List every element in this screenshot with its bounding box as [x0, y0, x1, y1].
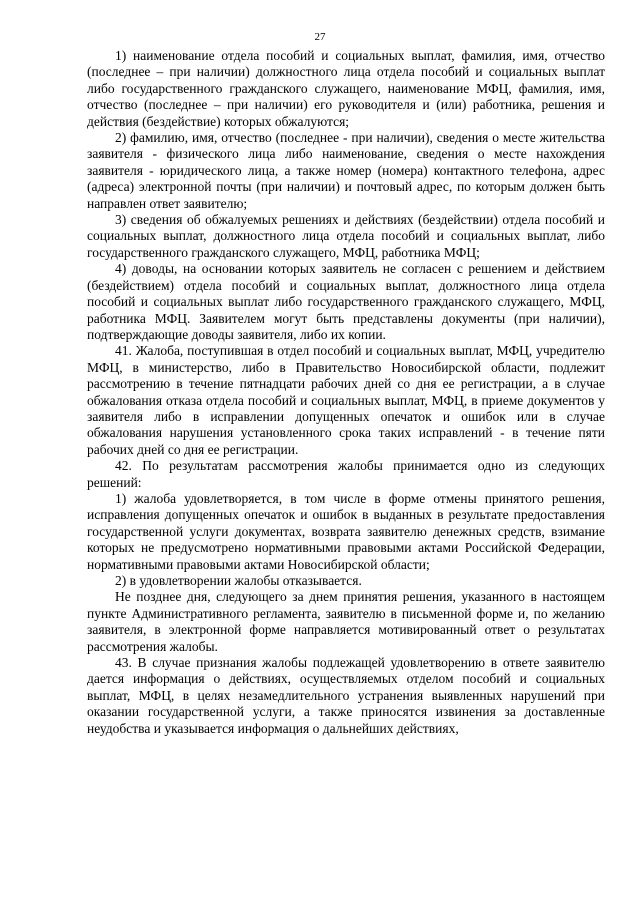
paragraph-response-deadline: Не позднее дня, следующего за днем принятия решения, указанного в настоящем пункте Административного регламента, заявителю в письменной форме и, по желанию заявителя, в электронной форме направляется мотивированный ответ о результатах рассмотрения жалобы. [87, 589, 605, 654]
paragraph-item-4-arguments: 4) доводы, на основании которых заявитель не согласен с решением и действием (бездействием) отдела пособий и социальных выплат, должностного лица отдела пособий и социальных выплат либо государственного гражданского служащего, МФЦ, работника МФЦ. Заявителем могут быть представлены документы (при наличии), подтверждающие доводы заявителя, либо их копии. [87, 261, 605, 342]
paragraph-decision-1: 1) жалоба удовлетворяется, в том числе в форме отмены принятого решения, исправления допущенных опечаток и ошибок в выданных в результате предоставления государственной услуги документах, возврата заявителю денежных средств, взимание которых не предусмотрено нормативными правовыми актами Российской Федерации, нормативными правовыми актами Новосибирской области; [87, 490, 605, 572]
document-body [87, 48, 605, 737]
paragraph-decision-2: 2) в удовлетворении жалобы отказывается. [115, 573, 362, 588]
paragraph-clause-43: 43. В случае признания жалобы подлежащей удовлетворению в ответе заявителю дается информация о действиях, осуществляемых отделом пособий и социальных выплат, МФЦ, в целях незамедлительного устранения выявленных нарушений при оказании государственной услуги, а также приносятся извинения за доставленные неудобства и указывается информация о дальнейших действиях, [87, 655, 605, 736]
paragraph-item-1-complaint-subject: 1) наименование отдела пособий и социальных выплат, фамилия, имя, отчество (последнее – при наличии) должностного лица отдела пособий и социальных выплат либо государственного гражданского служащего, наименование МФЦ, фамилия, имя, отчество (последнее – при наличии) его руководителя и (или) работника, решения и действия (бездействие) которых обжалуются; [87, 48, 605, 129]
paragraph-item-3-appealed-decisions: 3) сведения об обжалуемых решениях и действиях (бездействии) отдела пособий и социальных выплат, должностного лица отдела пособий и социальных выплат, либо государственного гражданского служащего, МФЦ, работника МФЦ; [87, 212, 605, 260]
paragraph-clause-41: 41. Жалоба, поступившая в отдел пособий и социальных выплат, МФЦ, учредителю МФЦ, в министерство, либо в Правительство Новосибирской области, подлежит рассмотрению в течение пятнадцати рабочих дней со дня ее регистрации, а в случае обжалования отказа отдела пособий и социальных выплат, МФЦ, в приеме документов у заявителя либо в исправлении допущенных опечаток и ошибок или в случае обжалования нарушения установленного срока таких исправлений - в течение пяти рабочих дней со дня ее регистрации. [87, 343, 605, 457]
paragraph-item-2-applicant-details: 2) фамилию, имя, отчество (последнее - при наличии), сведения о месте жительства заявителя - физического лица либо наименование, сведения о месте нахождения заявителя - юридического лица, а также номер (номера) контактного телефона, адрес (адреса) электронной почты (при наличии) и почтовый адрес, по которым должен быть направлен ответ заявителю; [87, 130, 605, 211]
page-number: 27 [314, 31, 326, 43]
paragraph-clause-42: 42. По результатам рассмотрения жалобы принимается одно из следующих решений: [87, 458, 605, 490]
